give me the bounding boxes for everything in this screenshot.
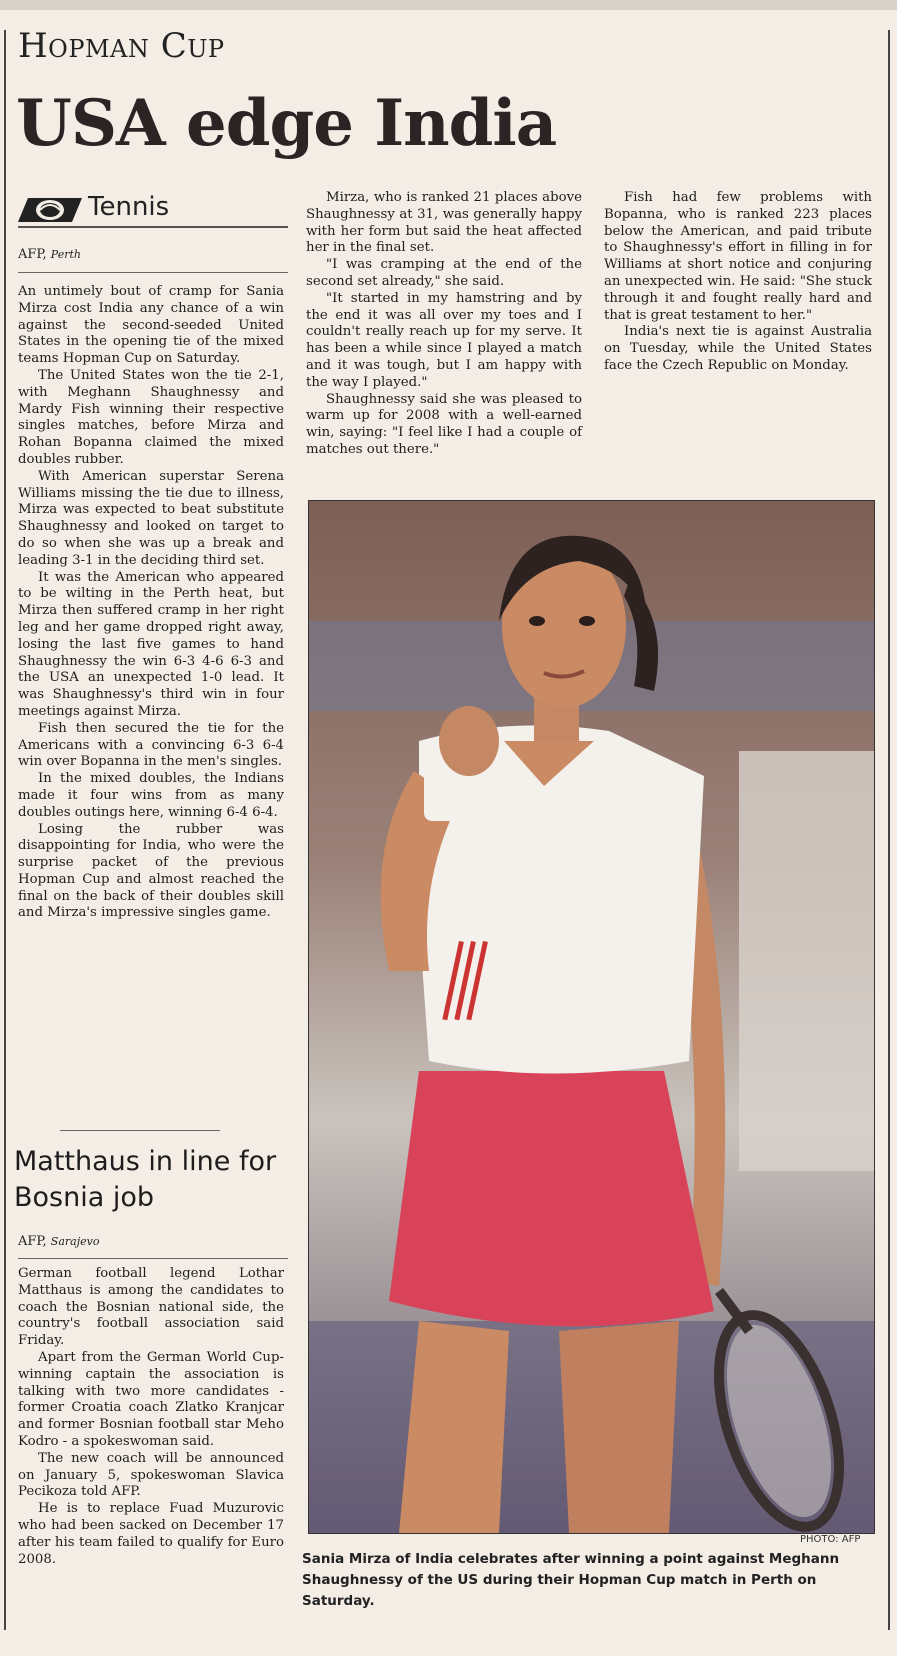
- byline-divider: [18, 272, 288, 273]
- article-paragraph: Losing the rubber was disappointing for India, who were the surprise packet of the previous Hopman Cup and almost reached the final on the back of their doubles skill and Mirza's impressive singles game.: [18, 821, 284, 921]
- photo-caption: Sania Mirza of India celebrates after winning a point against Meghann Shaughnessy of the US during their Hopman Cup match in Perth on Saturday.: [302, 1551, 840, 1609]
- section-banner: [18, 192, 288, 228]
- match-photo: [308, 500, 875, 1534]
- brief-byline-divider: [18, 1258, 288, 1259]
- brief-paragraph: Apart from the German World Cup-winning captain the association is talking with two more candidates - former Croatia coach Zlatko Kranjcar and former Bosnian football star Meho Kodro - a spokeswoman said.: [18, 1349, 284, 1449]
- article-paragraph: Shaughnessy said she was pleased to warm up for 2008 with a well-earned win, saying: "I feel like I had a couple of matches out there.": [306, 391, 582, 457]
- player-leg: [559, 1321, 679, 1533]
- article-paragraph: India's next tie is against Australia on Tuesday, while the United States face the Czech Republic on Monday.: [604, 324, 872, 373]
- brief-paragraph: German football legend Lothar Matthaus is among the candidates to coach the Bosnian national side, the country's football association said Friday.: [18, 1266, 284, 1349]
- brief-column: [18, 1266, 284, 1568]
- brief-byline: [18, 1234, 99, 1249]
- article-column-3: [604, 190, 872, 375]
- wristband: [424, 771, 469, 821]
- photo-credit: PHOTO: AFP: [800, 1534, 861, 1545]
- left-column-rule: [4, 30, 6, 1630]
- article-paragraph: "It started in my hamstring and by the end it was all over my toes and I couldn't really reach up for my serve. It has been a while since I played a match and it was tough, but I am happy with the way I played.": [306, 290, 582, 390]
- article-kicker: Hopman Cup: [18, 26, 225, 66]
- brief-headline: Matthaus in line for Bosnia job: [14, 1146, 277, 1213]
- article-byline: [18, 247, 81, 262]
- byline-agency: AFP,: [18, 247, 51, 262]
- story-divider: [60, 1130, 220, 1131]
- byline-place: Perth: [50, 248, 81, 261]
- brief-paragraph: He is to replace Fuad Muzurovic who had been sacked on December 17 after his team failed to qualify for Euro 2008.: [18, 1501, 284, 1567]
- article-paragraph: Fish had few problems with Bopanna, who is ranked 223 places below the American, and paid tribute to Shaughnessy's effort in filling in for Williams at short notice and conjuring an unexpected win. He said: "She stuck through it and fought really hard and that is great testament to her.": [604, 190, 872, 323]
- tennis-ball-logo-icon: [18, 196, 82, 222]
- article-paragraph: "I was cramping at the end of the second set already," she said.: [306, 257, 582, 289]
- article-column-1: [18, 284, 284, 922]
- player-skirt: [389, 1071, 714, 1326]
- page-top-edge: [0, 0, 897, 10]
- section-label: Tennis: [88, 192, 170, 222]
- player-illustration: [309, 501, 874, 1533]
- article-headline: USA edge India: [16, 86, 557, 161]
- article-paragraph: Mirza, who is ranked 21 places above Shaughnessy at 31, was generally happy with her form but said the heat affected her in the final set.: [306, 190, 582, 256]
- article-paragraph: The United States won the tie 2-1, with Meghann Shaughnessy and Mardy Fish winning their respective singles matches, before Mirza and Rohan Bopanna claimed the mixed doubles rubber.: [18, 367, 284, 467]
- byline-agency: AFP,: [18, 1234, 51, 1249]
- right-column-rule: [888, 30, 890, 1630]
- brief-paragraph: The new coach will be announced on January 5, spokeswoman Slavica Pecikoza told AFP.: [18, 1450, 284, 1500]
- byline-place: Sarajevo: [50, 1235, 100, 1248]
- article-paragraph: Fish then secured the tie for the Americans with a convincing 6-3 6-4 win over Bopanna in the men's singles.: [18, 720, 284, 770]
- article-paragraph: In the mixed doubles, the Indians made it four wins from as many doubles outings here, winning 6-4 6-4.: [18, 771, 284, 820]
- clenched-fist: [439, 706, 499, 776]
- article-paragraph: It was the American who appeared to be wilting in the Perth heat, but Mirza then suffered cramp in her right leg and her game dropped right away, losing the last five games to hand Shaughnessy the win 6-3 4-6 6-3 and the USA an unexpected 1-0 lead. It was Shaughnessy's third win in four meetings against Mirza.: [18, 569, 284, 719]
- article-paragraph: An untimely bout of cramp for Sania Mirza cost India any chance of a win against the second-seeded United States in the opening tie of the mixed teams Hopman Cup on Saturday.: [18, 284, 284, 367]
- article-column-2: [306, 190, 582, 459]
- article-paragraph: With American superstar Serena Williams missing the tie due to illness, Mirza was expected to beat substitute Shaughnessy and looked on target to do so when she was up a break and leading 3-1 in the deciding third set.: [18, 468, 284, 568]
